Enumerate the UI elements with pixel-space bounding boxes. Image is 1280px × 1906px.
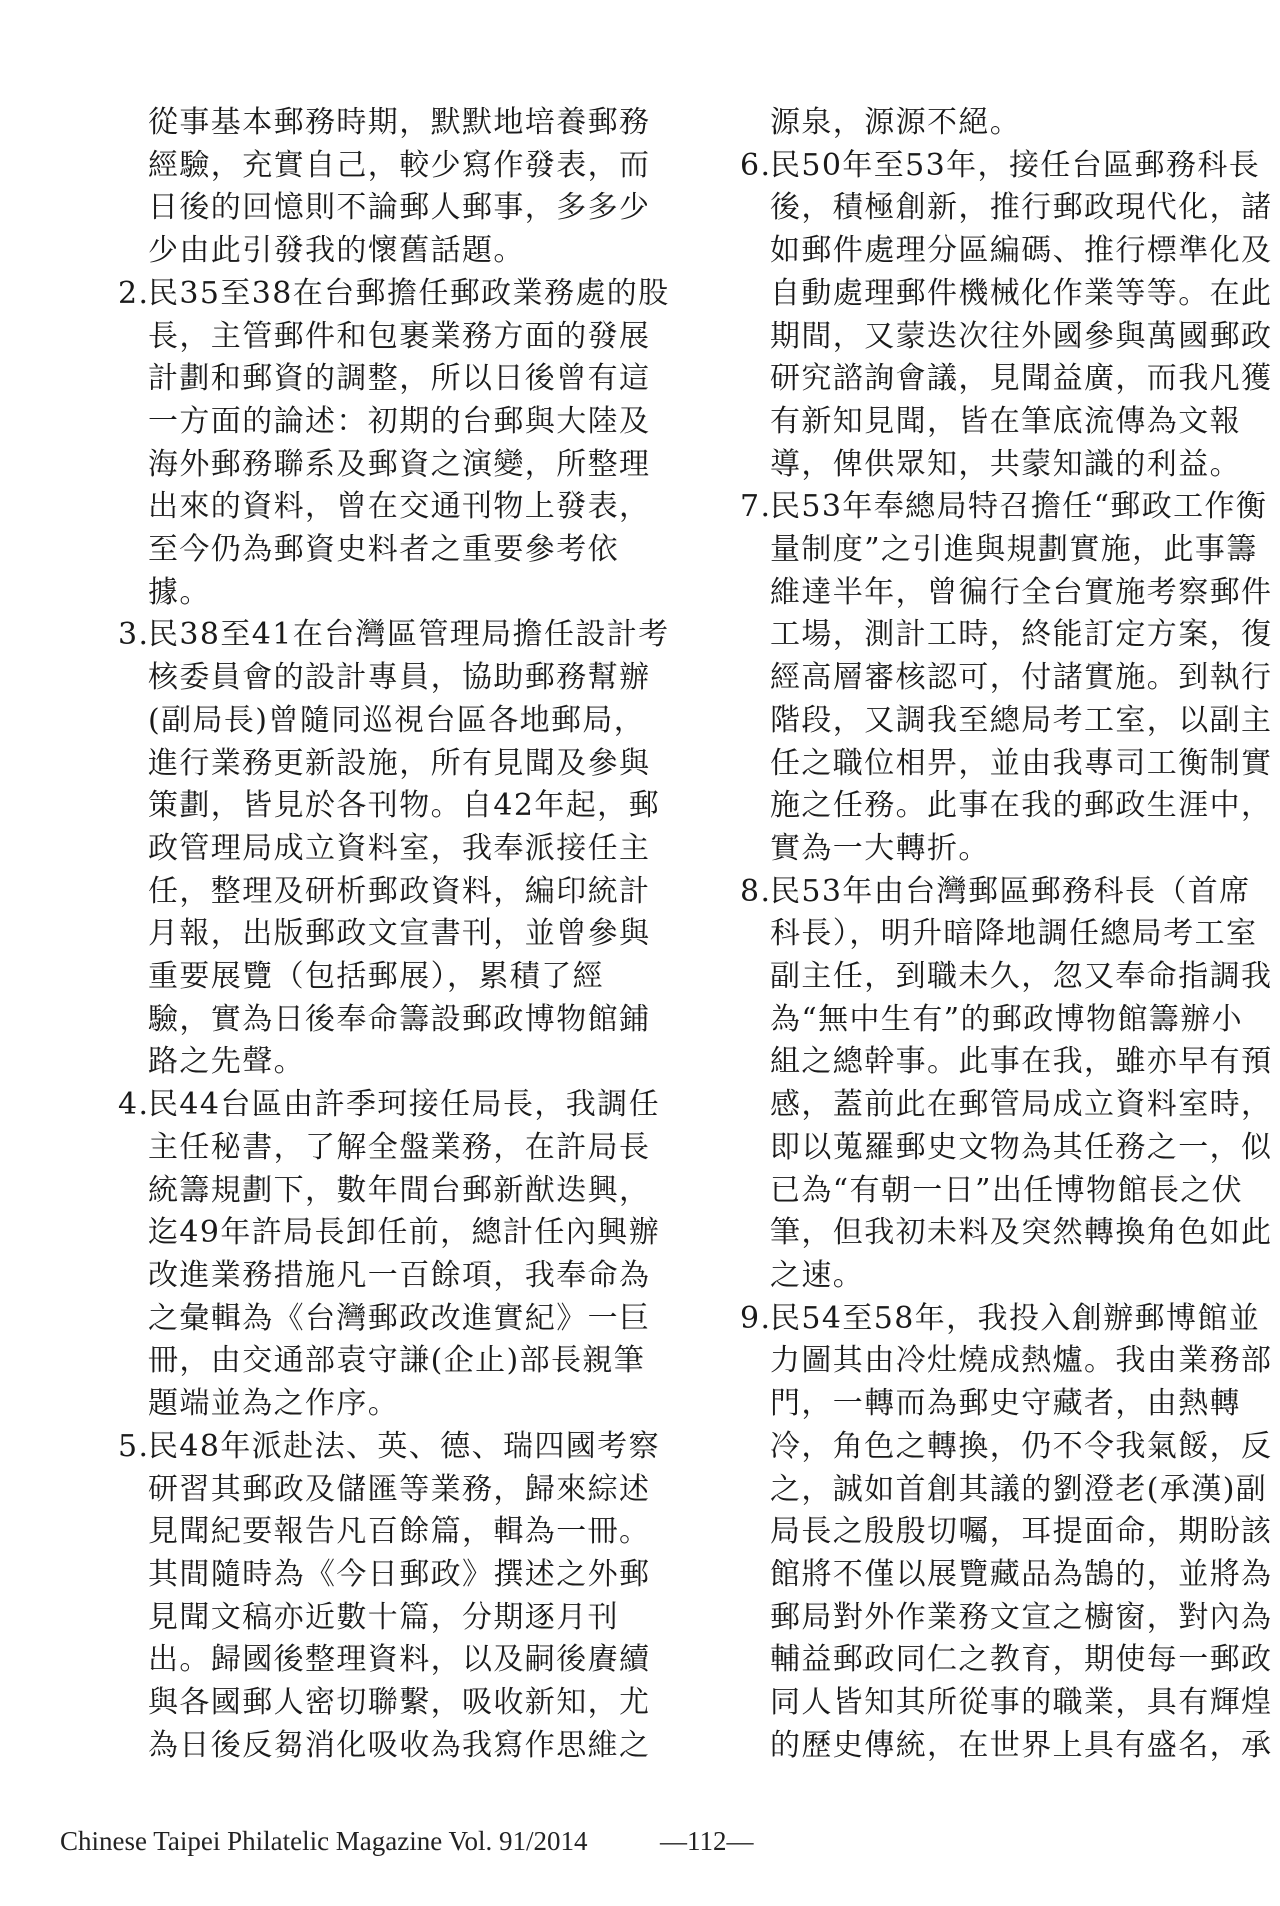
text-line: 冊，由交通部袁守謙(企止)部長親筆 — [148, 1343, 646, 1379]
text-line: 統籌規劃下，數年間台郵新猷迭興， — [148, 1172, 651, 1208]
text-line: 其間隨時為《今日郵政》撰述之外郵 — [148, 1556, 651, 1592]
item-text — [148, 614, 670, 1084]
text-line: 計劃和郵資的調整，所以日後曾有這 — [148, 361, 651, 397]
text-line: 重要展覽（包括郵展），累積了經 — [148, 959, 604, 995]
text-line: 同人皆知其所從事的職業，具有輝煌 — [770, 1685, 1273, 1721]
text-line: 源泉，源源不絕。 — [770, 105, 1022, 140]
item-number: 3. — [118, 617, 150, 653]
text-line: 筆，但我初未料及突然轉換角色如此 — [770, 1215, 1273, 1251]
text-line: 民38至41在台灣區管理局擔任設計考 — [148, 617, 670, 653]
right-column — [740, 102, 1273, 1767]
text-line: 郵局對外作業務文宣之櫥窗，對內為 — [770, 1599, 1273, 1635]
item-text — [148, 1084, 660, 1426]
magazine-title: Chinese Taipei Philatelic Magazine Vol. 91/2014 — [60, 1826, 588, 1856]
text-line: 至今仍為郵資史料者之重要參考依 — [148, 532, 619, 568]
text-line: 冷，角色之轉換，仍不令我氣餒，反 — [770, 1428, 1273, 1464]
text-line: 經驗，充實自己，較少寫作發表，而 — [148, 147, 651, 183]
text-line: 策劃，皆見於各刊物。自42年起，郵 — [148, 788, 660, 824]
text-line: 出來的資料，曾在交通刊物上發表， — [148, 489, 651, 525]
text-line: 如郵件處理分區編碼、推行標準化及 — [770, 233, 1273, 269]
text-line: 為“無中生有”的郵政博物館籌辦小 — [770, 1001, 1244, 1037]
continued-paragraph — [118, 102, 651, 273]
text-line: 見聞文稿亦近數十篇，分期逐月刊 — [148, 1599, 619, 1635]
page-number: —112— — [660, 1826, 754, 1856]
item-number: 5. — [118, 1428, 150, 1464]
text-line: 導，俾供眾知，共蒙知識的利益。 — [770, 446, 1241, 482]
text-line: 進行業務更新設施，所有見聞及參與 — [148, 745, 651, 781]
item-text — [148, 1426, 660, 1768]
text-line: 迄49年許局長卸任前，總計任內興辦 — [148, 1215, 660, 1251]
text-line: 之，誠如首創其議的劉澄老(承漢)副 — [770, 1471, 1268, 1507]
text-line: 組之總幹事。此事在我，雖亦早有預 — [770, 1044, 1273, 1080]
text-line: 經高層審核認可，付諸實施。到執行 — [770, 660, 1273, 696]
text-line: 與各國郵人密切聯繫，吸收新知，尤 — [148, 1685, 651, 1721]
text-line: 日後的回憶則不論郵人郵事，多多少 — [148, 190, 651, 226]
text-line: 自動處理郵件機械化作業等等。在此 — [770, 275, 1273, 311]
text-line: 長，主管郵件和包裹業務方面的發展 — [148, 318, 651, 354]
item-text — [770, 145, 1272, 487]
text-line: 施之任務。此事在我的郵政生涯中， — [770, 788, 1273, 824]
item-number: 6. — [740, 147, 772, 183]
text-line: 之速。 — [770, 1257, 865, 1293]
text-line: 政管理局成立資料室，我奉派接任主 — [148, 830, 651, 866]
text-line: 一方面的論述：初期的台郵與大陸及 — [148, 403, 651, 439]
list-item — [118, 273, 670, 615]
continued-paragraph — [740, 102, 1230, 145]
item-text — [770, 486, 1272, 870]
text-line: 據。 — [148, 574, 211, 610]
text-line: 館將不僅以展覽藏品為鵠的，並將為 — [770, 1556, 1273, 1592]
text-line: 已為“有朝一日”出任博物館長之伏 — [770, 1172, 1244, 1208]
text-line: 門，一轉而為郵史守藏者，由熱轉 — [770, 1386, 1241, 1422]
text-line: 階段，又調我至總局考工室，以副主 — [770, 702, 1273, 738]
list-item — [740, 145, 1273, 487]
text-line: 民35至38在台郵擔任郵政業務處的股 — [148, 275, 670, 311]
text-line: 出。歸國後整理資料，以及嗣後賡續 — [148, 1642, 651, 1678]
text-line: (副局長)曾隨同巡視台區各地郵局， — [148, 702, 646, 738]
text-line: 量制度”之引進與規劃實施，此事籌 — [770, 532, 1258, 568]
list-item — [740, 1298, 1273, 1768]
text-line: 民44台區由許季珂接任局長，我調任 — [148, 1087, 660, 1123]
text-line: 民53年由台灣郵區郵務科長（首席 — [770, 873, 1251, 909]
list-item — [740, 871, 1273, 1298]
text-line: 月報，出版郵政文宣書刊，並曾參與 — [148, 916, 651, 952]
text-line: 民50年至53年，接任台區郵務科長 — [770, 147, 1261, 183]
text-line: 海外郵務聯系及郵資之演變，所整理 — [148, 446, 651, 482]
item-number: 2. — [118, 275, 150, 311]
text-line: 的歷史傳統，在世界上具有盛名，承 — [770, 1727, 1273, 1763]
item-number: 8. — [740, 873, 772, 909]
item-text — [770, 1298, 1272, 1768]
text-line: 維達半年，曾徧行全台實施考察郵件 — [770, 574, 1273, 610]
text-line: 研習其郵政及儲匯等業務，歸來綜述 — [148, 1471, 651, 1507]
text-line: 力圖其由冷灶燒成熱爐。我由業務部 — [770, 1343, 1273, 1379]
list-item — [118, 1426, 660, 1768]
text-line: 從事基本郵務時期，默默地培養郵務 — [148, 105, 651, 140]
text-line: 少由此引發我的懷舊話題。 — [148, 233, 525, 269]
text-line: 驗，實為日後奉命籌設郵政博物館鋪 — [148, 1001, 651, 1037]
text-line: 科長），明升暗降地調任總局考工室 — [770, 916, 1258, 952]
text-line: 期間，又蒙迭次往外國參與萬國郵政 — [770, 318, 1273, 354]
text-line: 任之職位相畀，並由我專司工衡制實 — [770, 745, 1273, 781]
page-footer — [60, 1826, 1240, 1866]
text-line: 工場，測計工時，終能訂定方案，復 — [770, 617, 1273, 653]
item-text — [148, 273, 670, 615]
text-line: 民54至58年，我投入創辦郵博館並 — [770, 1300, 1261, 1336]
item-text — [770, 871, 1272, 1298]
text-line: 副主任，到職未久，忽又奉命指調我 — [770, 959, 1273, 995]
list-item — [740, 486, 1273, 870]
text-line: 民53年奉總局特召擔任“郵政工作衡 — [770, 489, 1268, 525]
item-number: 7. — [740, 489, 772, 525]
text-line: 感，蓋前此在郵管局成立資料室時， — [770, 1087, 1273, 1123]
text-line: 有新知見聞，皆在筆底流傳為文報 — [770, 403, 1241, 439]
item-number: 9. — [740, 1300, 772, 1336]
text-line: 主任秘書，了解全盤業務，在許局長 — [148, 1129, 651, 1165]
text-line: 民48年派赴法、英、德、瑞四國考察 — [148, 1428, 660, 1464]
text-line: 即以蒐羅郵史文物為其任務之一，似 — [770, 1129, 1273, 1165]
text-line: 為日後反芻消化吸收為我寫作思維之 — [148, 1727, 651, 1763]
text-line: 輔益郵政同仁之教育，期使每一郵政 — [770, 1642, 1273, 1678]
item-number: 4. — [118, 1087, 150, 1123]
list-item — [118, 614, 670, 1084]
text-line: 局長之殷殷切囑，耳提面命，期盼該 — [770, 1514, 1273, 1550]
text-line: 題端並為之作序。 — [148, 1386, 400, 1422]
left-column — [118, 102, 670, 1767]
text-line: 見聞紀要報告凡百餘篇，輯為一冊。 — [148, 1514, 651, 1550]
text-line: 之彙輯為《台灣郵政改進實紀》一巨 — [148, 1300, 651, 1336]
text-line: 研究諮詢會議，見聞益廣，而我凡獲 — [770, 361, 1273, 397]
text-line: 核委員會的設計專員，協助郵務幫辦 — [148, 660, 651, 696]
text-line: 實為一大轉折。 — [770, 830, 990, 866]
list-item — [118, 1084, 660, 1426]
text-line: 改進業務措施凡一百餘項，我奉命為 — [148, 1257, 651, 1293]
text-line: 任，整理及研析郵政資料，編印統計 — [148, 873, 651, 909]
text-line: 路之先聲。 — [148, 1044, 305, 1080]
text-line: 後，積極創新，推行郵政現代化，諸 — [770, 190, 1273, 226]
